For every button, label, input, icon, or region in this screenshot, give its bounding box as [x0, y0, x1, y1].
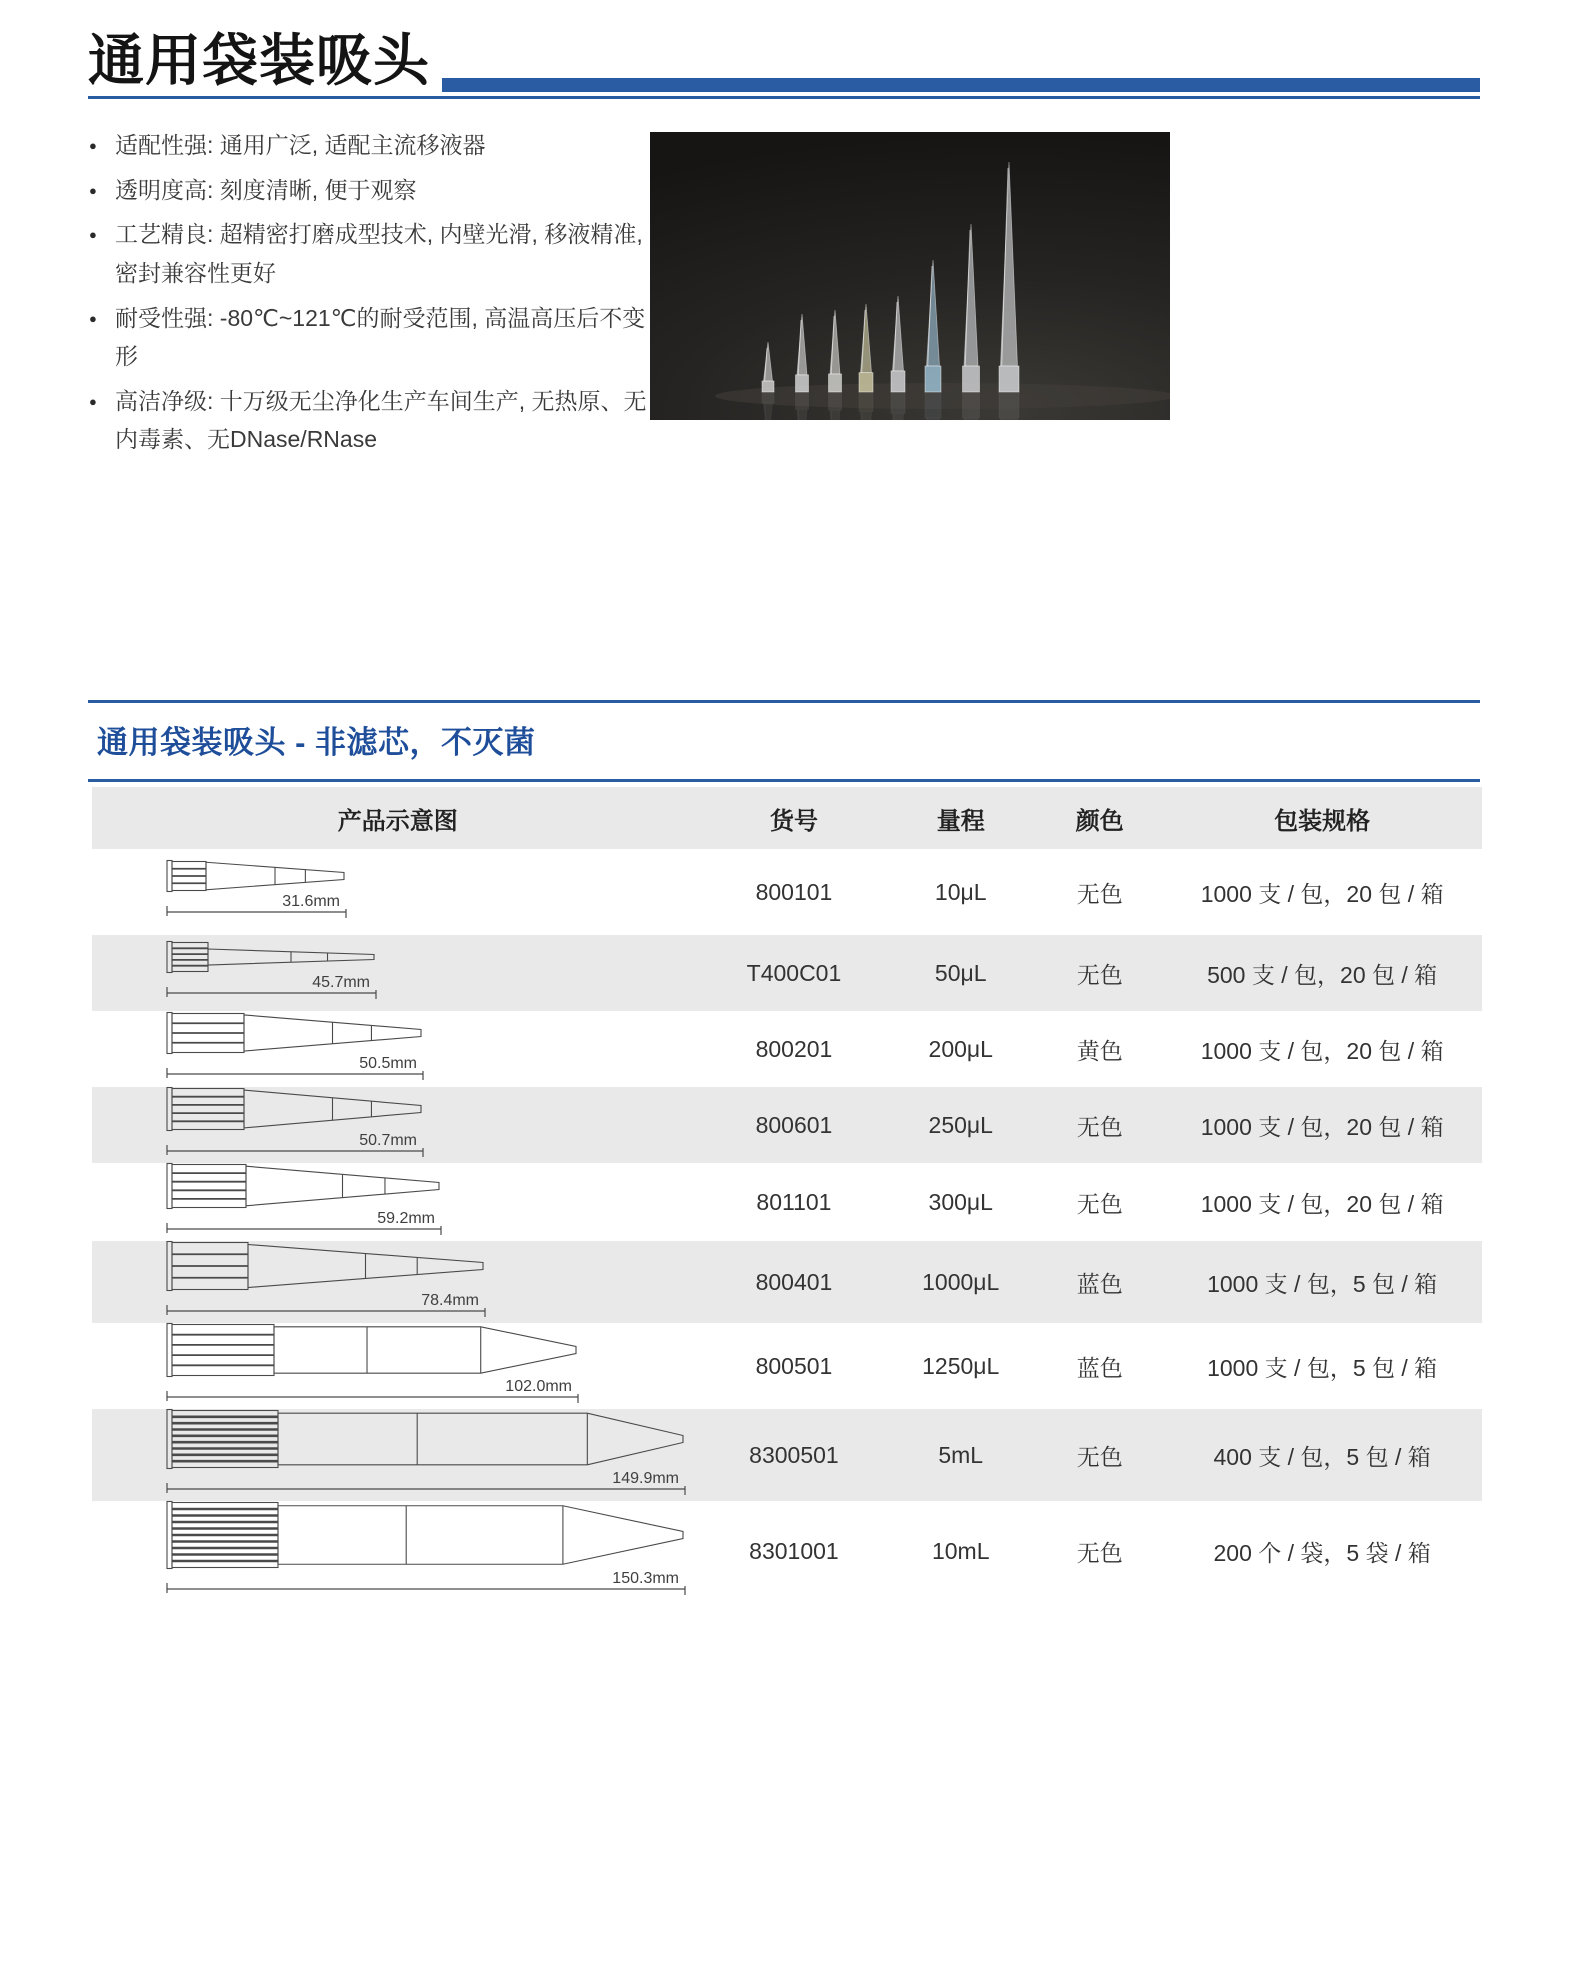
table-row	[92, 935, 1482, 1011]
sku-cell: 800401	[704, 1241, 885, 1323]
product-diagram-cell	[92, 849, 704, 935]
packaging-cell: 1000 支 / 包，20 包 / 箱	[1162, 1087, 1482, 1163]
table-row	[92, 1501, 1482, 1601]
sku-cell: 8301001	[749, 1537, 839, 1564]
range-cell: 50μL	[884, 935, 1037, 1011]
color-cell: 黄色	[1076, 1037, 1123, 1064]
diagram-dimension-label: 59.2mm	[377, 1210, 435, 1227]
color-cell: 无色	[1076, 880, 1123, 907]
range-cell: 1250μL	[922, 1352, 1000, 1379]
section-header	[88, 700, 1480, 782]
packaging-cell: 1000 支 / 包，20 包 / 箱	[1200, 880, 1444, 907]
diagram-dimension-label: 50.7mm	[359, 1132, 417, 1149]
pipette-tip-diagram	[166, 860, 354, 924]
feature-item: ● 工艺精良: 超精密打磨成型技术, 内壁光滑, 移液精准, 密封兼容性更好	[88, 215, 660, 292]
feature-item: ● 高洁净级: 十万级无尘净化生产车间生产, 无热原、无内毒素、无DNase/RNase	[88, 382, 660, 459]
diagram-dimension-label: 150.3mm	[612, 1570, 679, 1587]
table-header-row	[92, 787, 1482, 849]
pipette-tip-diagram	[166, 1241, 493, 1323]
table-row	[92, 849, 1482, 935]
packaging-cell: 1000 支 / 包，20 包 / 箱	[1200, 1037, 1444, 1064]
product-diagram-cell	[92, 935, 704, 1011]
feature-list	[88, 126, 660, 465]
color-cell: 无色	[1076, 1190, 1123, 1217]
packaging-cell: 1000 支 / 包，5 包 / 箱	[1207, 1354, 1438, 1381]
table-row	[92, 1241, 1482, 1323]
product-table	[92, 787, 1482, 1601]
pipette-tip-diagram	[166, 1087, 431, 1163]
pipette-tip-diagram	[166, 1501, 693, 1601]
pipette-tip-diagram	[166, 1323, 586, 1409]
pipette-tip-diagram	[166, 1409, 693, 1501]
color-cell: 无色	[1037, 935, 1162, 1011]
packaging-cell: 500 支 / 包，20 包 / 箱	[1162, 935, 1482, 1011]
pipette-tip-diagram	[166, 941, 384, 1005]
table-row	[92, 1409, 1482, 1501]
feature-item: ● 耐受性强: -80℃~121℃的耐受范围, 高温高压后不变形	[88, 299, 660, 376]
feature-item: ● 适配性强: 通用广泛, 适配主流移液器	[88, 126, 660, 165]
product-table-wrap	[92, 787, 1482, 1601]
table-row	[92, 1087, 1482, 1163]
diagram-dimension-label: 149.9mm	[612, 1470, 679, 1487]
diagram-dimension-label: 102.0mm	[505, 1378, 572, 1395]
pipette-tip-diagram	[166, 1163, 449, 1241]
page-title: 通用袋装吸头	[88, 29, 430, 92]
product-diagram-cell	[92, 1087, 704, 1163]
product-photo	[650, 132, 1170, 420]
product-diagram-cell	[92, 1011, 704, 1087]
range-cell: 10mL	[931, 1537, 990, 1564]
product-diagram-cell	[92, 1323, 704, 1409]
sku-cell: T400C01	[704, 935, 885, 1011]
sku-cell: 8300501	[704, 1409, 885, 1501]
color-cell: 无色	[1037, 1409, 1162, 1501]
sku-cell: 801101	[756, 1188, 832, 1215]
table-row	[92, 1011, 1482, 1087]
pipette-tip-diagram	[166, 1012, 431, 1086]
range-cell: 200μL	[928, 1035, 993, 1062]
col-header-packaging: 包装规格	[1162, 787, 1482, 849]
diagram-dimension-label: 50.5mm	[359, 1055, 417, 1072]
table-row	[92, 1163, 1482, 1241]
col-header-range: 量程	[884, 787, 1037, 849]
page-header	[88, 30, 1480, 99]
sku-cell: 800501	[755, 1352, 833, 1379]
product-diagram-cell	[92, 1409, 704, 1501]
packaging-cell: 200 个 / 袋，5 袋 / 箱	[1213, 1539, 1431, 1566]
sku-cell: 800601	[704, 1087, 885, 1163]
col-header-color: 颜色	[1037, 787, 1162, 849]
range-cell: 10μL	[934, 878, 987, 905]
product-diagram-cell	[92, 1501, 704, 1601]
col-header-diagram: 产品示意图	[92, 787, 704, 849]
range-cell: 250μL	[884, 1087, 1037, 1163]
diagram-dimension-label: 45.7mm	[312, 974, 370, 991]
color-cell: 蓝色	[1037, 1241, 1162, 1323]
diagram-dimension-label: 31.6mm	[282, 893, 340, 910]
col-header-sku: 货号	[704, 787, 885, 849]
range-cell: 300μL	[928, 1188, 993, 1215]
sku-cell: 800101	[755, 878, 833, 905]
table-row	[92, 1323, 1482, 1409]
color-cell: 无色	[1037, 1087, 1162, 1163]
range-cell: 5mL	[884, 1409, 1037, 1501]
packaging-cell: 400 支 / 包，5 包 / 箱	[1162, 1409, 1482, 1501]
pipette-tips-photo-graphic	[650, 132, 1170, 420]
title-accent-bar	[442, 78, 1480, 92]
color-cell: 蓝色	[1076, 1354, 1123, 1381]
feature-item: ● 透明度高: 刻度清晰, 便于观察	[88, 171, 660, 210]
packaging-cell: 1000 支 / 包，20 包 / 箱	[1200, 1190, 1444, 1217]
diagram-dimension-label: 78.4mm	[421, 1292, 479, 1309]
packaging-cell: 1000 支 / 包，5 包 / 箱	[1162, 1241, 1482, 1323]
product-diagram-cell	[92, 1241, 704, 1323]
section-title: 通用袋装吸头 - 非滤芯，不灭菌	[97, 725, 536, 760]
product-diagram-cell	[92, 1163, 704, 1241]
range-cell: 1000μL	[884, 1241, 1037, 1323]
color-cell: 无色	[1076, 1539, 1123, 1566]
sku-cell: 800201	[755, 1035, 833, 1062]
